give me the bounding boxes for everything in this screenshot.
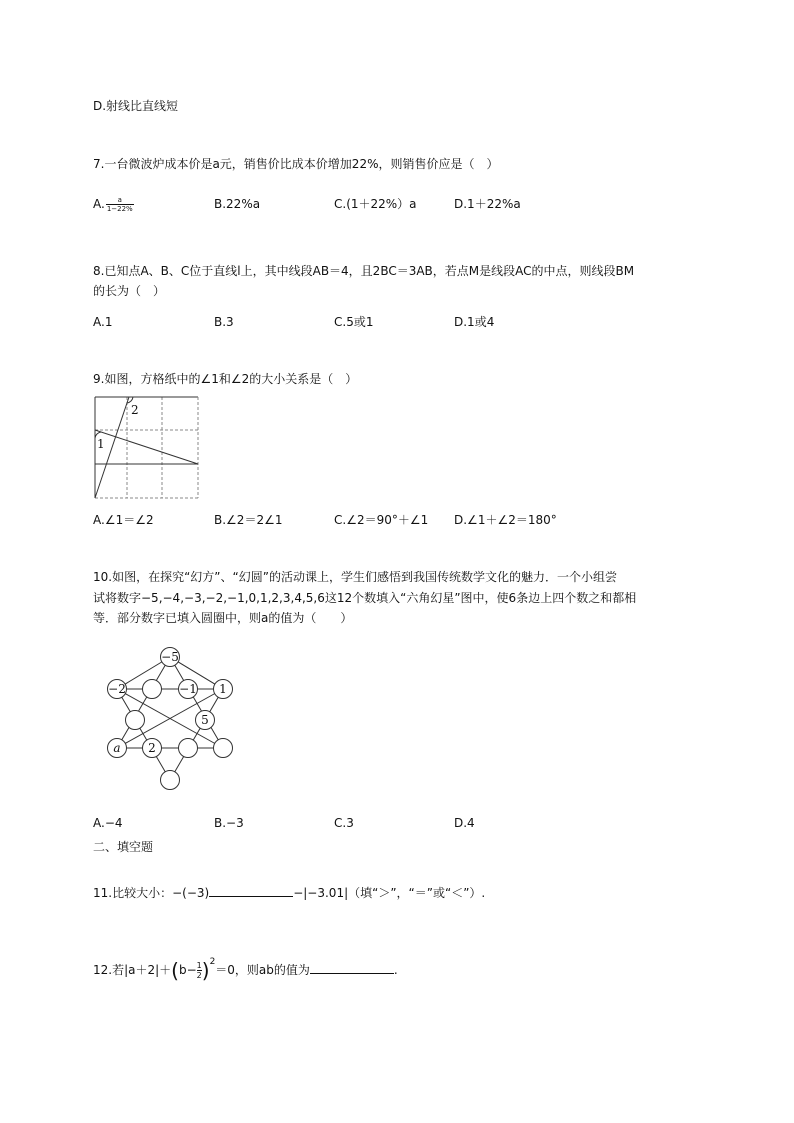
q9-option-c: C.∠2＝90°＋∠1	[334, 513, 429, 527]
q8-option-c: C.5或1	[334, 315, 374, 329]
q7-option-a-numerator: a	[106, 196, 134, 205]
q9-option-b: B.∠2＝2∠1	[214, 513, 283, 527]
q9-option-a: A.∠1＝∠2	[93, 513, 154, 527]
q12-suffix: .	[393, 963, 398, 977]
star-node-label: −1	[179, 682, 197, 696]
q12-eq-part: ＝0，则ab的值为	[215, 963, 310, 977]
q12-paren-right: )	[201, 958, 210, 983]
q8-option-b: B.3	[214, 315, 234, 329]
q7-option-a-fraction	[106, 196, 134, 213]
q7-option-d: D.1＋22%a	[454, 197, 521, 211]
q10-hexagram-figure	[100, 645, 240, 793]
star-node-circle	[214, 739, 233, 758]
q7-option-a	[93, 196, 135, 213]
q9-option-d: D.∠1＋∠2＝180°	[454, 513, 557, 527]
q10-stem-line1: 10.如图，在探究“幻方”、“幻圆”的活动课上，学生们感悟到我国传统数学文化的魅力．一个小组尝	[93, 570, 617, 584]
q7-option-c: C.(1＋22%）a	[334, 197, 417, 211]
q12-paren-left: (	[171, 958, 179, 983]
star-node-label: 2	[148, 741, 156, 755]
q7-option-a-label: A.	[93, 197, 105, 211]
q10-option-c: C.3	[334, 816, 354, 830]
q10-option-d: D.4	[454, 816, 475, 830]
q11-prefix: 11.比较大小：−(−3)	[93, 886, 210, 900]
q7-stem: 7.一台微波炉成本价是a元，销售价比成本价增加22%，则销售价应是（ ）	[93, 157, 499, 171]
star-node-label: −5	[161, 650, 179, 664]
q12-fraction-numerator: 1	[196, 961, 202, 970]
q12-b-text: b−	[178, 963, 197, 977]
star-node-label: 1	[219, 682, 227, 696]
q10-stem-line3: 等．部分数字已填入圆圈中，则a的值为（ ）	[93, 611, 353, 625]
q9-stem: 9.如图，方格纸中的∠1和∠2的大小关系是（ ）	[93, 372, 358, 386]
q12-abs-part: |a＋2|＋	[124, 963, 172, 977]
q7-option-b: B.22%a	[214, 197, 261, 211]
star-node-label: −2	[108, 682, 126, 696]
q12	[93, 950, 398, 983]
q9-angle-2-label: 2	[131, 403, 139, 417]
q12-fraction-denominator: 2	[196, 971, 202, 980]
q8-stem-line1: 8.已知点A、B、C位于直线l上，其中线段AB＝4，且2BC＝3AB，若点M是线段AC的中点，则线段BM	[93, 264, 635, 278]
q11	[93, 884, 485, 901]
q7-option-a-denominator: 1−22%	[106, 205, 133, 213]
q12-answer-blank[interactable]	[310, 961, 394, 974]
q11-suffix: （填“＞”，“＝”或“＜”）.	[348, 886, 486, 900]
star-node-circle	[126, 711, 145, 730]
star-node-circle	[161, 771, 180, 790]
q8-option-d: D.1或4	[454, 315, 495, 329]
star-node-label: a	[113, 741, 121, 755]
star-node-label: 5	[201, 713, 209, 727]
q12-exponent: 2	[209, 957, 216, 967]
q11-answer-blank[interactable]	[209, 884, 293, 897]
q9-grid-figure	[93, 395, 201, 501]
q10-option-a: A.−4	[93, 816, 123, 830]
q8-option-a: A.1	[93, 315, 113, 329]
q10-option-b: B.−3	[214, 816, 244, 830]
q9-angle-1-label: 1	[97, 437, 105, 451]
q6-option-d: D.射线比直线短	[93, 99, 179, 113]
star-node-circle	[143, 680, 162, 699]
q10-stem-line2: 试将数字−5,−4,−3,−2,−1,0,1,2,3,4,5,6这12个数填入“六角幻星”图中，使6条边上四个数之和都相	[93, 591, 637, 605]
q8-stem-line2: 的长为（ ）	[93, 284, 166, 298]
star-node-circle	[179, 739, 198, 758]
q11-middle: −|−3.01|	[293, 886, 349, 900]
section-title: 二、填空题	[93, 840, 154, 854]
q12-prefix: 12.若	[93, 963, 125, 977]
